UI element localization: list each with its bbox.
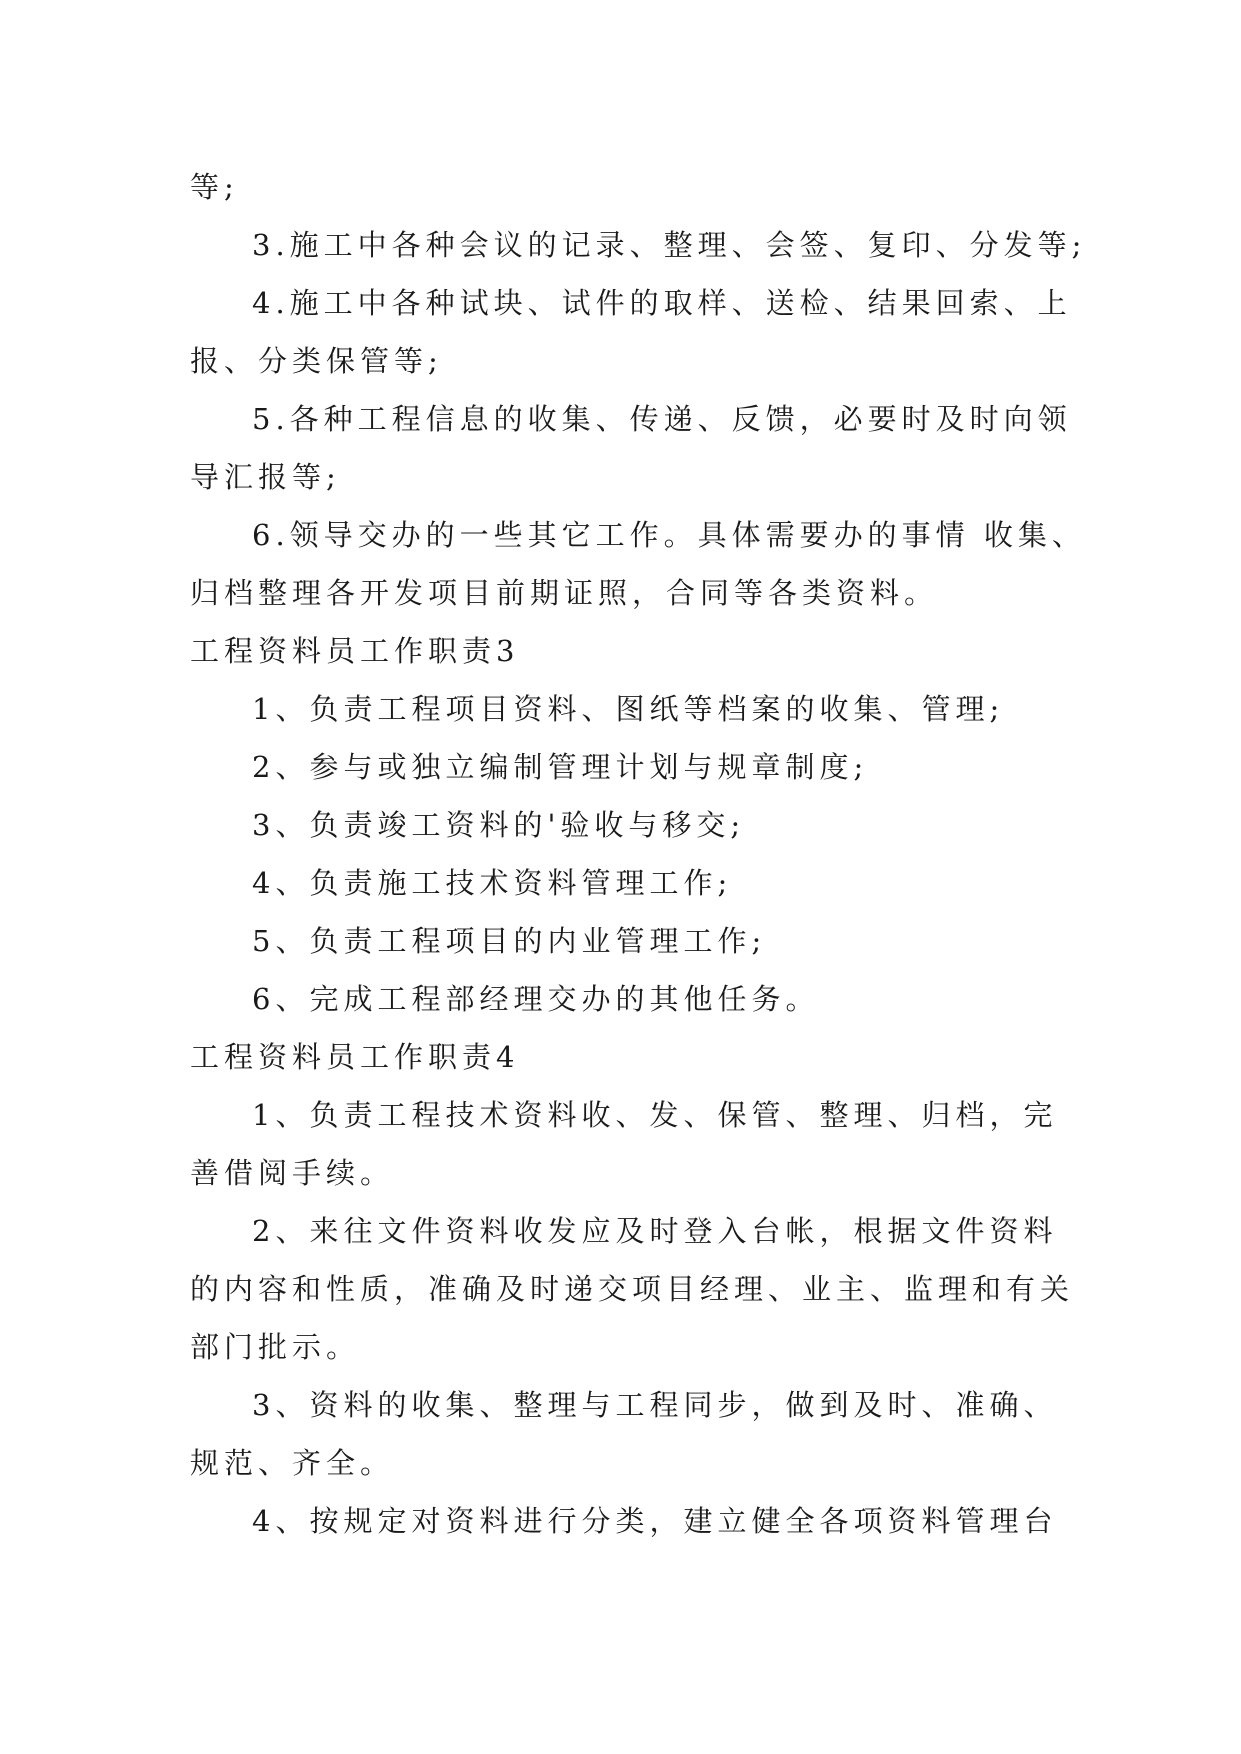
text-line: 的内容和性质，准确及时递交项目经理、业主、监理和有关	[190, 1272, 1075, 1306]
list-item: 3.施工中各种会议的记录、整理、会签、复印、分发等;	[252, 228, 1087, 262]
list-item: 4、负责施工技术资料管理工作;	[252, 866, 733, 900]
list-item: 4、按规定对资料进行分类，建立健全各项资料管理台	[252, 1504, 1058, 1538]
list-item: 6、完成工程部经理交办的其他任务。	[252, 982, 820, 1016]
document-body	[190, 158, 1087, 1550]
list-item: 1、负责工程项目资料、图纸等档案的收集、管理;	[252, 692, 1005, 726]
list-item: 2、参与或独立编制管理计划与规章制度;	[252, 750, 869, 784]
list-item: 3、资料的收集、整理与工程同步，做到及时、准确、	[252, 1388, 1058, 1422]
section-heading: 工程资料员工作职责4	[190, 1040, 520, 1074]
section-heading: 工程资料员工作职责3	[190, 634, 520, 668]
text-line: 等;	[190, 170, 239, 204]
list-item: 3、负责竣工资料的'验收与移交;	[252, 808, 746, 842]
text-line: 归档整理各开发项目前期证照，合同等各类资料。	[190, 576, 939, 610]
list-item: 5.各种工程信息的收集、传递、反馈，必要时及时向领	[252, 402, 1072, 436]
list-item: 5、负责工程项目的内业管理工作;	[252, 924, 767, 958]
text-line: 善借阅手续。	[190, 1156, 395, 1190]
list-item: 1、负责工程技术资料收、发、保管、整理、归档，完	[252, 1098, 1058, 1132]
list-item: 4.施工中各种试块、试件的取样、送检、结果回索、上	[252, 286, 1072, 320]
list-item: 6.领导交办的一些其它工作。具体需要办的事情 收集、	[252, 518, 1086, 552]
text-line: 导汇报等;	[190, 460, 341, 494]
text-line: 报、分类保管等;	[190, 344, 443, 378]
list-item: 2、来往文件资料收发应及时登入台帐，根据文件资料	[252, 1214, 1058, 1248]
text-line: 规范、齐全。	[190, 1446, 395, 1480]
text-line: 部门批示。	[190, 1330, 361, 1364]
